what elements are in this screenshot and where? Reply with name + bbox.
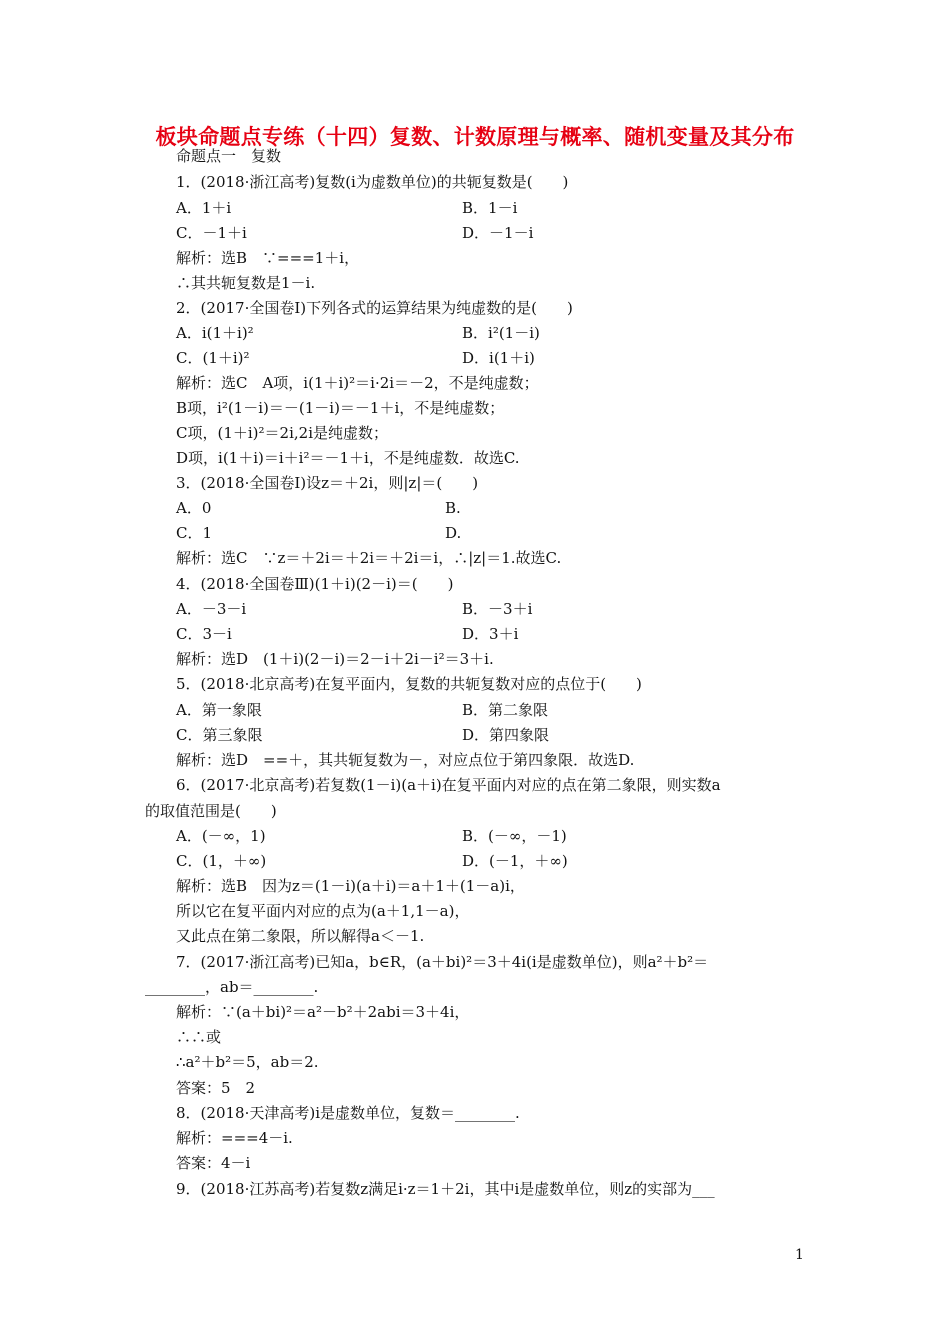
q1-solution-1: 解析：选B ∵===1＋i，	[176, 249, 360, 267]
q5-option-b: B．第二象限	[462, 701, 549, 719]
q2-option-d: D．i(1＋i)	[462, 349, 535, 367]
q2-stem: 2．(2017·全国卷Ⅰ)下列各式的运算结果为纯虚数的是( )	[176, 299, 573, 317]
q3-option-b: B.	[445, 499, 461, 517]
page-title: 板块命题点专练（十四）复数、计数原理与概率、随机变量及其分布	[155, 125, 795, 149]
q6-stem-1: 6．(2017·北京高考)若复数(1－i)(a＋i)在复平面内对应的点在第二象限，则实数a	[176, 776, 721, 794]
q9-stem: 9．(2018·江苏高考)若复数z满足i·z＝1＋2i，其中i是虚数单位，则z的实部为___	[176, 1180, 715, 1198]
q6-option-d: D．(－1，＋∞)	[462, 852, 568, 870]
q3-stem: 3．(2018·全国卷Ⅰ)设z＝＋2i，则|z|＝( )	[176, 474, 479, 492]
q2-option-c: C．(1＋i)²	[176, 349, 250, 367]
q1-solution-2: ∴其共轭复数是1－i.	[176, 274, 316, 292]
q7-solution-1: 解析：∵(a＋bi)²＝a²－b²＋2abi＝3＋4i，	[176, 1003, 470, 1021]
q3-option-a: A．0	[176, 499, 212, 517]
q6-option-c: C．(1，＋∞)	[176, 852, 267, 870]
q3-option-c: C．1	[176, 524, 213, 542]
q5-solution-1: 解析：选D ==＋，其共轭复数为－，对应点位于第四象限．故选D.	[176, 751, 635, 769]
q2-solution-4: D项，i(1＋i)＝i＋i²＝－1＋i，不是纯虚数．故选C.	[176, 449, 520, 467]
q6-stem-2: 的取值范围是( )	[145, 802, 277, 820]
q4-option-c: C．3－i	[176, 625, 232, 643]
q1-option-d: D．－1－i	[462, 224, 534, 242]
q4-option-b: B．－3＋i	[462, 600, 533, 618]
q6-option-a: A．(－∞，1)	[176, 827, 266, 845]
q2-solution-2: B项，i²(1－i)＝－(1－i)＝－1＋i，不是纯虚数；	[176, 399, 505, 417]
q8-answer: 答案：4－i	[176, 1154, 251, 1172]
q3-option-d: D.	[445, 524, 462, 542]
q2-solution-3: C项，(1＋i)²＝2i,2i是纯虚数；	[176, 424, 388, 442]
q6-solution-1: 解析：选B 因为z＝(1－i)(a＋i)＝a＋1＋(1－a)i，	[176, 877, 525, 895]
q3-solution-1: 解析：选C ∵z＝＋2i＝＋2i＝＋2i＝i，∴|z|＝1.故选C.	[176, 549, 562, 567]
section-heading: 命题点一 复数	[176, 147, 282, 165]
q5-option-c: C．第三象限	[176, 726, 263, 744]
q1-option-b: B．1－i	[462, 199, 518, 217]
q7-solution-3: ∴a²＋b²＝5，ab＝2.	[176, 1053, 319, 1071]
q5-option-a: A．第一象限	[176, 701, 262, 719]
q5-option-d: D．第四象限	[462, 726, 550, 744]
q5-stem: 5．(2018·北京高考)在复平面内，复数的共轭复数对应的点位于( )	[176, 675, 642, 693]
q4-option-d: D．3＋i	[462, 625, 519, 643]
q6-solution-3: 又此点在第二象限，所以解得a＜－1.	[176, 927, 425, 945]
q4-solution-1: 解析：选D (1＋i)(2－i)＝2－i＋2i－i²＝3＋i.	[176, 650, 494, 668]
q7-stem-2: ________，ab＝________.	[145, 978, 319, 996]
q8-solution-1: 解析：===4－i.	[176, 1129, 293, 1147]
q2-option-a: A．i(1＋i)²	[176, 324, 254, 342]
q1-option-a: A．1＋i	[176, 199, 232, 217]
q4-option-a: A．－3－i	[176, 600, 247, 618]
q7-stem-1: 7．(2017·浙江高考)已知a，b∈R，(a＋bi)²＝3＋4i(i是虚数单位)，则a²＋b²＝	[176, 953, 709, 971]
q1-stem: 1．(2018·浙江高考)复数(i为虚数单位)的共轭复数是( )	[176, 173, 569, 191]
q4-stem: 4．(2018·全国卷Ⅲ)(1＋i)(2－i)＝( )	[176, 575, 454, 593]
page-number: 1	[795, 1247, 804, 1263]
q6-solution-2: 所以它在复平面内对应的点为(a＋1,1－a)，	[176, 902, 470, 920]
q2-solution-1: 解析：选C A项，i(1＋i)²＝i·2i＝－2，不是纯虚数；	[176, 374, 539, 392]
q2-option-b: B．i²(1－i)	[462, 324, 540, 342]
q7-answer: 答案：5 2	[176, 1079, 256, 1097]
q6-option-b: B．(－∞，－1)	[462, 827, 567, 845]
q1-option-c: C．－1＋i	[176, 224, 247, 242]
q7-solution-2: ∴∴或	[176, 1028, 222, 1046]
q8-stem: 8．(2018·天津高考)i是虚数单位，复数＝________.	[176, 1104, 520, 1122]
